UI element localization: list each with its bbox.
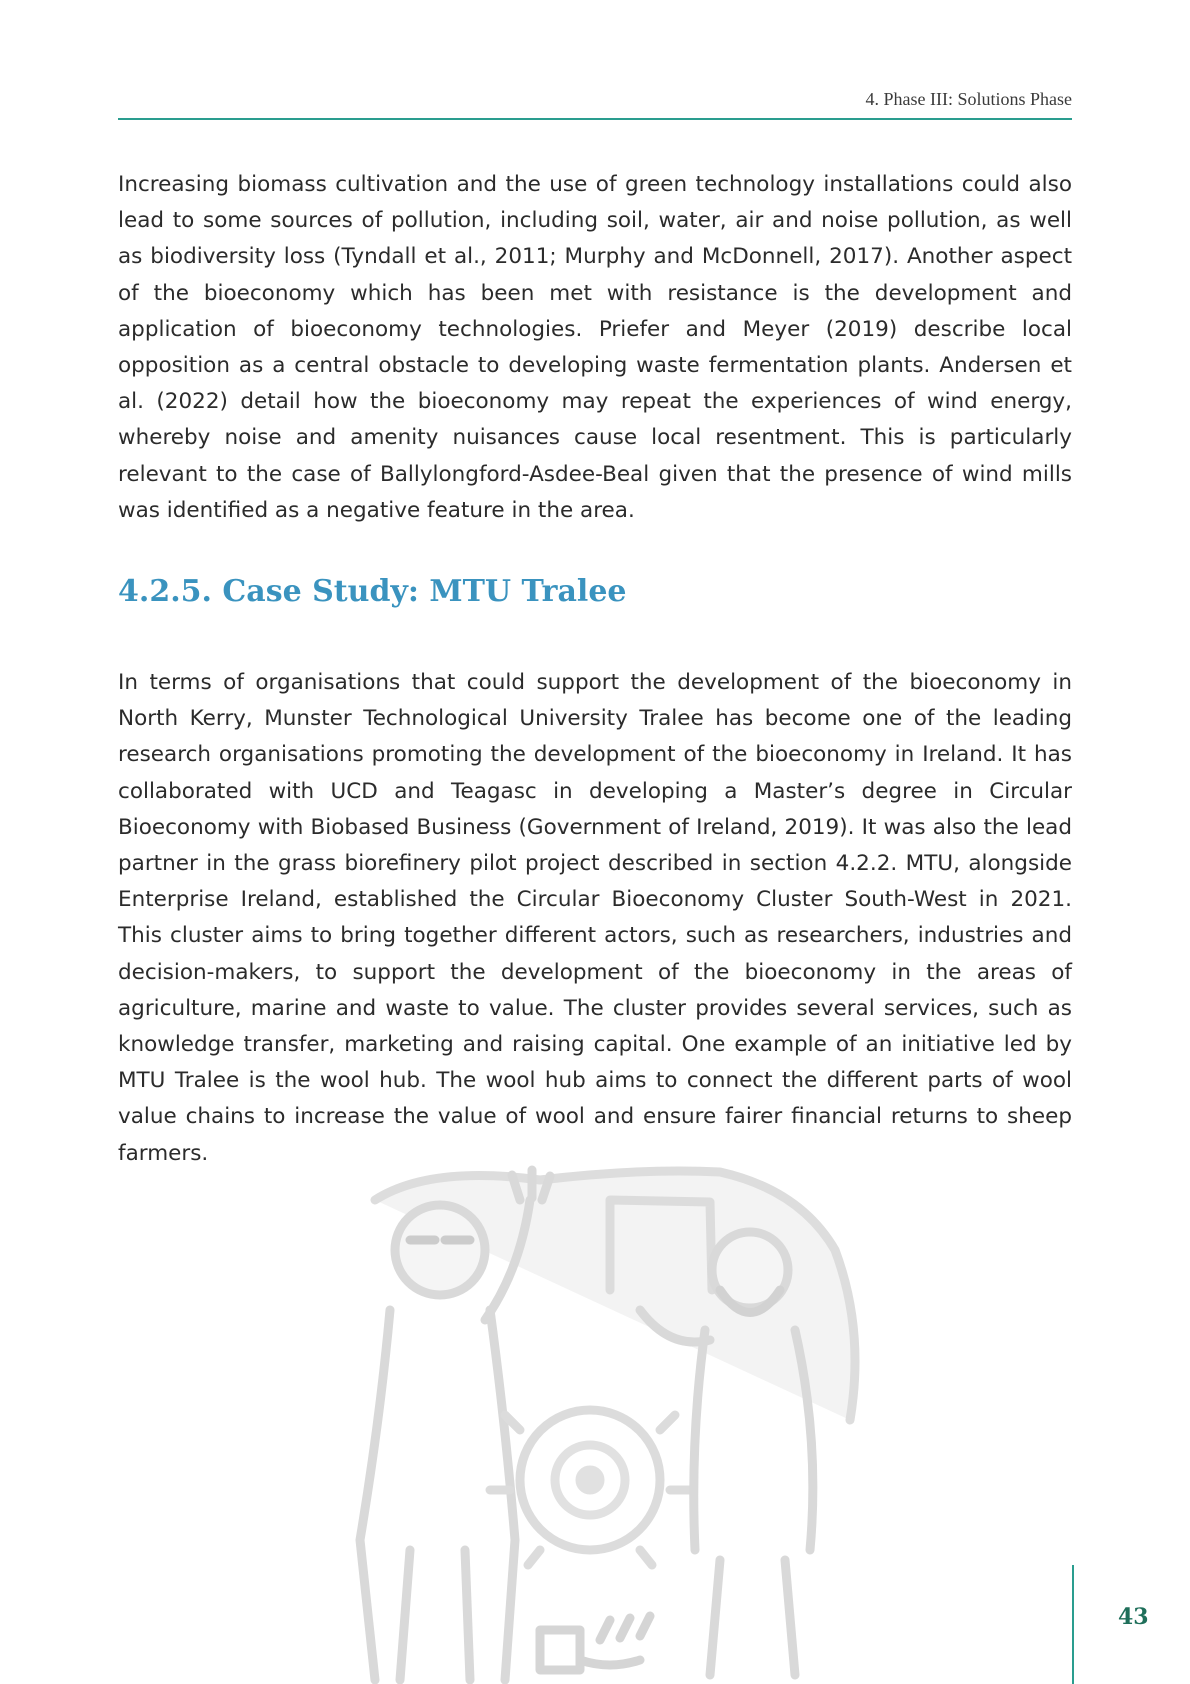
decorative-sketch-illustration <box>280 1160 900 1684</box>
left-figure-body <box>360 1310 515 1680</box>
wheel-core <box>580 1470 600 1490</box>
section-heading: 4.2.5. Case Study: MTU Tralee <box>118 574 627 609</box>
header-divider <box>118 118 1072 120</box>
ground-marks <box>540 1616 650 1670</box>
left-figure-legs <box>400 1550 470 1680</box>
left-figure-head <box>395 1205 485 1295</box>
page-number-divider <box>1072 1565 1074 1684</box>
body-paragraph-1: Increasing biomass cultivation and the use of green technology installations could also lead to some sources of pollution, including soil, water, air and noise pollution, as well as biodiversity loss (Tyndall et al., 2011; Murphy and McDonnell, 2017). Another aspect of the bioeconomy which has been met with resistance is the development and application of bioeconomy technologies. Priefer and Meyer (2019) describe local opposition as a central obstacle to developing waste fermentation plants. Andersen et al. (2022) detail how the bioeconomy may repeat the experiences of wind energy, whereby noise and amenity nuisances cause local resentment. This is particularly relevant to the case of Ballylongford-Asdee-Beal given that the presence of wind mills was identified as a negative feature in the area. <box>118 172 1072 523</box>
body-paragraph-2: In terms of organisations that could support the development of the bioeconomy in North Kerry, Munster Technological University Tralee has become one of the leading research organisations promoting the development of the bioeconomy in Ireland. It has collaborated with UCD and Teagasc in developing a Master’s degree in Circular Bioeconomy with Biobased Business (Government of Ireland, 2019). It was also the lead partner in the grass biorefinery pilot project described in section 4.2.2. MTU, alongside Enterprise Ireland, established the Circular Bioeconomy Cluster South-West in 2021. This cluster aims to bring together different actors, such as researchers, industries and decision-makers, to support the development of the bioeconomy in the areas of agriculture, marine and waste to value. The cluster provides several services, such as knowledge transfer, marketing and raising capital. One example of an initiative led by MTU Tralee is the wool hub. The wool hub aims to connect the different parts of wool value chains to increase the value of wool and ensure fairer financial returns to sheep farmers. <box>118 670 1072 1166</box>
running-header: 4. Phase III: Solutions Phase <box>865 89 1072 109</box>
right-figure-legs <box>710 1560 795 1675</box>
page-number: 43 <box>1118 1604 1149 1630</box>
